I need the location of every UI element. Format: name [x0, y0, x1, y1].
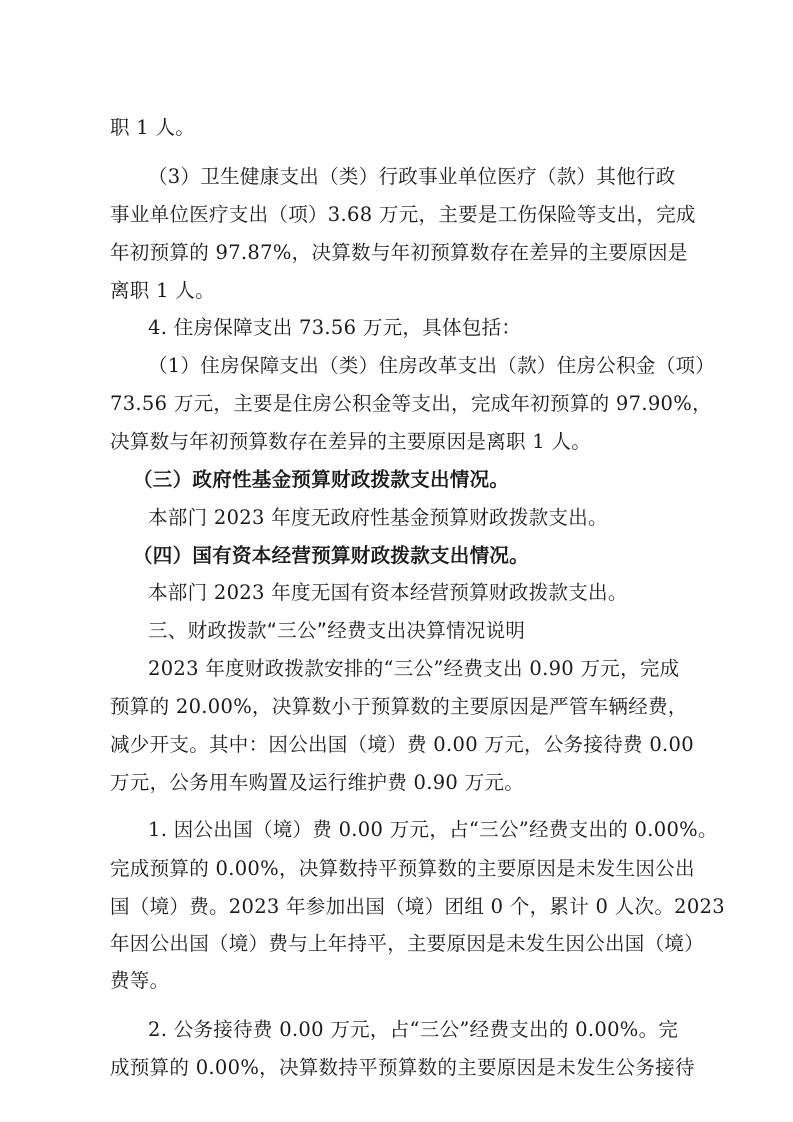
paragraph-line: 职 1 人。	[110, 116, 196, 139]
paragraph-line: 成预算的 0.00%，决算数持平预算数的主要原因是未发生公务接待	[110, 1056, 695, 1079]
paragraph-line: 年因公出国（境）费与上年持平，主要原因是未发生因公出国（境）	[110, 932, 705, 955]
paragraph-line: 决算数与年初预算数存在差异的主要原因是离职 1 人。	[110, 430, 592, 453]
paragraph-line: 4. 住房保障支出 73.56 万元，具体包括：	[148, 316, 522, 339]
paragraph-line: 本部门 2023 年度无政府性基金预算财政拨款支出。	[148, 506, 608, 529]
paragraph-line: 减少开支。其中：因公出国（境）费 0.00 万元，公务接待费 0.00	[110, 733, 694, 756]
paragraph-line: 国（境）费。2023 年参加出国（境）团组 0 个，累计 0 人次。2023	[110, 895, 725, 918]
paragraph-line: 事业单位医疗支出（项）3.68 万元，主要是工伤保险等支出，完成	[110, 203, 696, 226]
paragraph-line: 年初预算的 97.87%，决算数与年初预算数存在差异的主要原因是	[110, 241, 688, 264]
paragraph-line: 预算的 20.00%，决算数小于预算数的主要原因是严管车辆经费，	[110, 695, 688, 718]
section-heading: （四）国有资本经营预算财政拨款支出情况。	[133, 544, 530, 567]
paragraph-line: 2023 年度财政拨款安排的“三公”经费支出 0.90 万元，完成	[148, 657, 680, 680]
paragraph-line: 离职 1 人。	[110, 279, 215, 302]
paragraph-line: 1. 因公出国（境）费 0.00 万元，占“三公”经费支出的 0.00%。	[148, 818, 718, 841]
paragraph-line: （3）卫生健康支出（类）行政事业单位医疗（款）其他行政	[148, 165, 676, 188]
paragraph-line: 73.56 万元，主要是住房公积金等支出，完成年初预算的 97.90%，	[110, 392, 712, 415]
paragraph-line: 万元，公务用车购置及运行维护费 0.90 万元。	[110, 771, 525, 794]
paragraph-line: 完成预算的 0.00%，决算数持平预算数的主要原因是未发生因公出	[110, 857, 695, 880]
paragraph-line: 2. 公务接待费 0.00 万元，占“三公”经费支出的 0.00%。完	[148, 1018, 679, 1041]
section-heading: 三、财政拨款“三公”经费支出决算情况说明	[148, 619, 526, 642]
paragraph-line: 本部门 2023 年度无国有资本经营预算财政拨款支出。	[148, 581, 628, 604]
paragraph-line: 费等。	[110, 969, 170, 992]
section-heading: （三）政府性基金预算财政拨款支出情况。	[133, 468, 510, 491]
paragraph-line: （1）住房保障支出（类）住房改革支出（款）住房公积金（项）	[148, 354, 716, 377]
